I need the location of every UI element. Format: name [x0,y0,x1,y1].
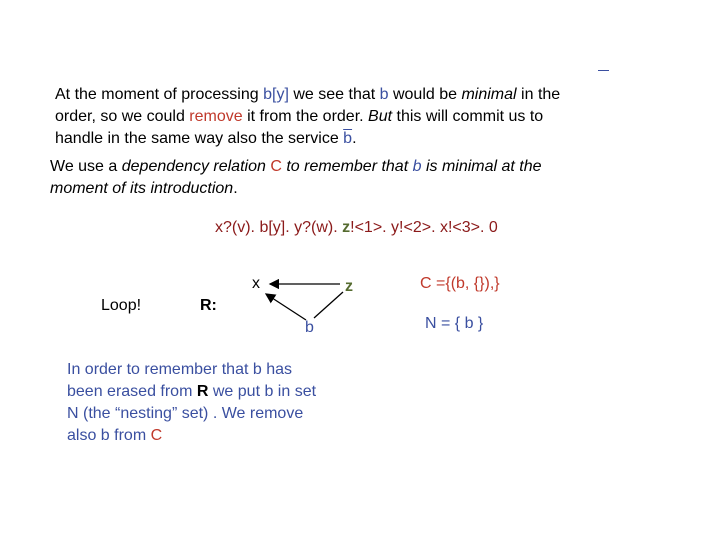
decorative-dash [598,70,609,71]
paragraph-1-line-2: order, so we could remove it from the order. But this will commit us to [55,108,544,125]
note-line-4: also b from C [67,427,163,444]
note-r: R [196,383,209,400]
edge-b-to-x [266,294,306,320]
term-b-bar: $\overline{b}$ [343,130,353,147]
edge-z-to-b [314,292,343,318]
paragraph-2-line-1: We use a dependency relation C to remember that b is minimal at the [50,158,542,175]
term-but: But [368,108,393,125]
note-line-1: In order to remember that b has [67,361,293,378]
note-line-2: been erased from R we put b in set [67,383,317,400]
term-c: C [270,158,282,175]
r-label: R: [200,297,217,314]
term-b: b [379,86,389,103]
node-z: z [345,278,353,295]
term-remove: remove [189,108,243,125]
term-b: b [412,158,422,175]
term-minimal: minimal [461,86,517,103]
process-z: z [342,219,351,236]
paragraph-1-line-3: handle in the same way also the service $\overline{b}$. [55,130,357,147]
note-line-3: N (the “nesting” set) . We remove [67,405,304,422]
term-dependency-relation: dependency relation [121,158,271,175]
paragraph-2-line-2: moment of its introduction. [50,180,238,197]
node-x: x [252,275,260,292]
term-b-y: b[y] [263,86,289,103]
process-expression: x?(v). b[y]. y?(w). z!<1>. y!<2>. x!<3>. 0 [215,219,498,236]
paragraph-1-line-1: At the moment of processing b[y] we see that b would be minimal in the [55,86,561,103]
c-set: C ={(b, {}),} [420,275,500,292]
loop-label: Loop! [101,297,142,314]
n-set: N = { b } [425,315,484,332]
node-b: b [305,319,314,336]
